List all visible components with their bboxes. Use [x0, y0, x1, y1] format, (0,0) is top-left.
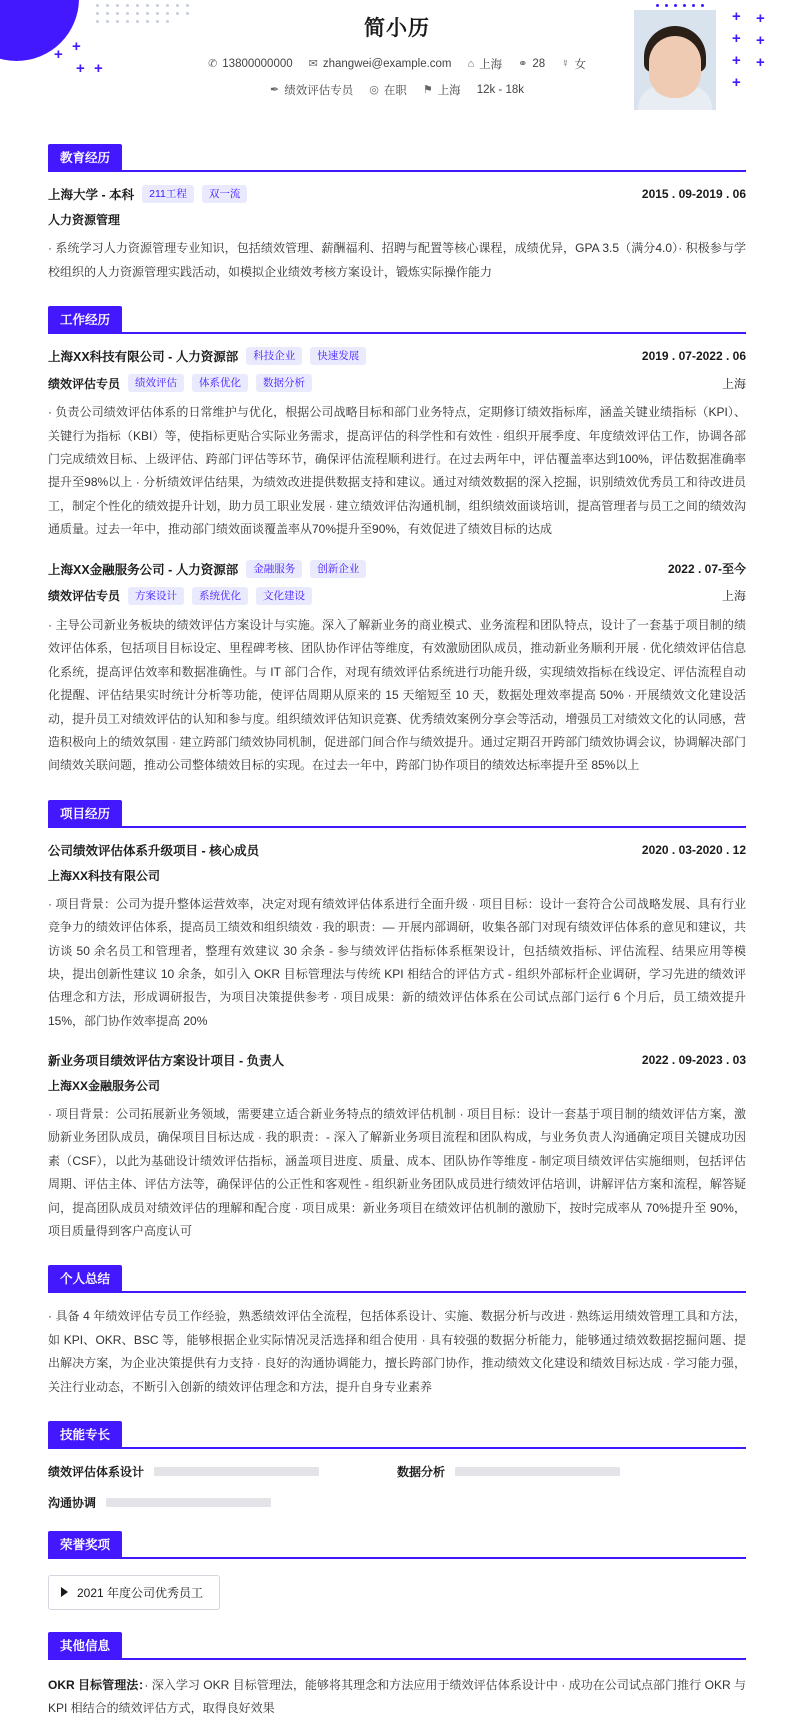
skill-label: 数据分析: [397, 1464, 446, 1479]
project-date: 2022 . 09-2023 . 03: [641, 1053, 746, 1068]
work-tag: 金融服务: [246, 560, 302, 578]
education-item: [48, 185, 746, 284]
project-item: [48, 841, 746, 1033]
location-icon: ⌂: [467, 57, 475, 70]
play-triangle-icon: [61, 1587, 68, 1597]
project-row: [48, 1051, 746, 1069]
education-desc: · 系统学习人力资源管理专业知识，包括绩效管理、薪酬福利、招聘与配置等核心课程，成绩优异，GPA 3.5（满分4.0）· 积极参与学校组织的人力资源管理实践活动，如模拟企业绩效考核方案设计，锻炼实际操作能力: [48, 241, 746, 279]
contact-phone: [208, 58, 293, 70]
skill-bar: [455, 1467, 620, 1476]
contact-email-text: zhangwei@example.com: [322, 58, 452, 70]
other-text: · 深入学习 OKR 目标管理法，能够将其理念和方法应用于绩效评估体系设计中 · 成功在公司试点部门推行 OKR 与 KPI 相结合的绩效评估方式，取得良好效果: [48, 1677, 746, 1716]
work-desc: · 主导公司新业务板块的绩效评估方案设计与实施。深入了解新业务的商业模式、业务流程和团队特点，设计了一套基于项目制的绩效评估体系，包括项目目标设定、里程碑考核、团队协作评估等维度，有效激励团队成员，推动新业务顺利开展 · 优化绩效评估信息化系统，提高评估效率和数据准确性。与 IT 部门合作，对现有绩效评估系统进行功能升级，实现绩效指标在线设定、评估流程自动化提醒、评估结果实时统计分析等功能，使评估周期从原来的 15 天缩短至 10 天，数据处理效率提高 50% · 开展绩效文化建设活动，提升员工对绩效评估的认知和参与度。组织绩效评估知识竞赛、优秀绩效案例分享会等活动，增强员工对绩效文化的认同感，营造积极向上的绩效氛围 · 建立跨部门绩效协同机制，促进部门间合作与绩效提升。通过定期召开跨部门绩效协调会议，协调解决部门间绩效关联问题，推动公司整体绩效目标的实现。在过去一年中，跨部门协作项目的绩效达标率提升至 85%以上: [48, 617, 746, 773]
contact-email: [309, 58, 452, 70]
work-role-left: [48, 587, 312, 605]
section-education: [0, 144, 794, 284]
meta-salary: [477, 84, 524, 96]
project-desc: · 项目背景：公司为提升整体运营效率，决定对现有绩效评估体系进行全面升级 · 项目目标：设计一套符合公司战略发展、具有行业竞争力的绩效评估体系，提高员工绩效和组织绩效 · 我的职责：— 开展内部调研，收集各部门对现有绩效评估体系的意见和建议，共访谈 50 余名员工和管理者，整理有效建议 30 余条 - 参与绩效评估指标体系框架设计，包括绩效指标、评估流程、结果应用等模块，提出创新性建议 10 余条，如引入 OKR 目标管理法与传统 KPI 相结合的评估方式 - 组织外部标杆企业调研，学习先进的绩效评估理念和方法，形成调研报告，为项目决策提供参考 · 项目成果：新的绩效评估体系在公司试点部门运行 6 个月后，员工绩效提升 15%，部门协作效率提高 20%: [48, 896, 747, 1028]
other-title-wrap: [48, 1632, 746, 1659]
summary-text: · 具备 4 年绩效评估专员工作经验，熟悉绩效评估全流程，包括体系设计、实施、数据分析与改进 · 熟练运用绩效管理工具和方法，如 KPI、OKR、BSC 等，能够根据企业实际情况灵活选择和组合使用 · 具有较强的数据分析能力，能够通过绩效数据挖掘问题、提出解决方案，为企业决策提供有力支持 · 良好的沟通协调能力，擅长跨部门协作，推动绩效文化建设和绩效目标达成 · 学习能力强，关注行业动态，不断引入创新的绩效评估理念和方法，提升自身专业素养: [48, 1309, 746, 1394]
work-row-left: [48, 347, 366, 365]
skill-label: 绩效评估体系设计: [48, 1464, 145, 1479]
skills-title-wrap: [48, 1421, 746, 1448]
work-city: 上海: [721, 376, 746, 391]
work-role-left: [48, 374, 312, 392]
meta-city: [423, 82, 461, 98]
section-title-work: 工作经历: [48, 306, 122, 333]
education-title-wrap: [48, 144, 746, 171]
decorative-blob: [0, 0, 79, 61]
age-icon: ⚭: [518, 57, 528, 70]
work-city: 上海: [721, 589, 746, 604]
honors-title-wrap: [48, 1531, 746, 1558]
meta-job-text: 绩效评估专员: [284, 85, 354, 97]
work-tag: 科技企业: [246, 347, 302, 365]
work-role-tag: 系统优化: [192, 587, 248, 605]
skill-bar: [154, 1467, 319, 1476]
work-row: [48, 347, 746, 365]
work-role-tag: 方案设计: [128, 587, 184, 605]
work-company: 上海XX科技有限公司 - 人力资源部: [48, 350, 239, 365]
resume-header: + + + + + + + + + + + + + + 简小历 ✆ 13800000000 ✉ zhangwei@example.com ⌂ 上海 ⚭ 28 ☿ 女 ✒ 绩效评估专员 ◎ 在职 ⚑ 上海 12k - 18k: [0, 0, 794, 122]
project-date: 2020 . 03-2020 . 12: [641, 842, 746, 857]
skills-list: [48, 1463, 746, 1525]
work-tag: 创新企业: [310, 560, 366, 578]
city-icon: ⚑: [422, 83, 433, 96]
skill-item: [48, 1463, 397, 1480]
honor-item[interactable]: [48, 1575, 220, 1610]
contact-gender: [561, 56, 586, 72]
section-title-education: 教育经历: [48, 144, 122, 171]
work-title-wrap: [48, 306, 746, 333]
work-row-left: [48, 560, 366, 578]
contact-location: [468, 56, 503, 72]
project-company: 上海XX科技有限公司: [48, 868, 161, 883]
phone-icon: ✆: [208, 57, 218, 70]
work-role-tag: 体系优化: [192, 374, 248, 392]
education-major: 人力资源管理: [48, 213, 121, 228]
other-label: OKR 目标管理法：: [48, 1677, 145, 1692]
work-tag: 快速发展: [310, 347, 366, 365]
work-role: 绩效评估专员: [48, 589, 121, 604]
contact-location-text: 上海: [479, 59, 503, 71]
job-icon: ✒: [269, 83, 280, 96]
work-date: 2022 . 07-至今: [667, 562, 746, 577]
section-other: [0, 1632, 794, 1721]
education-row: [48, 185, 746, 203]
section-title-summary: 个人总结: [48, 1265, 122, 1292]
project-desc: · 项目背景：公司拓展新业务领域，需要建立适合新业务特点的绩效评估机制 · 项目目标：设计一套基于项目制的绩效评估方案，激励新业务团队成员，确保项目目标达成 · 我的职责：- 深入了解新业务项目流程和团队构成，与业务负责人沟通确定项目关键成功因素（CSF），以此为基础设计绩效评估指标，涵盖项目进度、质量、成本、团队协作等维度 - 制定项目绩效评估实施细则，包括评估周期、评估主体、评估方法等，确保评估的公正性和客观性 - 组织新业务团队成员进行绩效评估培训，讲解评估方案和流程，解答疑问，提高团队成员对绩效评估的理解和配合度 · 项目成果：新业务项目在绩效评估机制的激励下，按时完成率从 70%提升至 90%，项目质量得到客户高度认可: [48, 1107, 746, 1239]
contact-gender-text: 女: [574, 59, 586, 71]
section-title-skills: 技能专长: [48, 1421, 122, 1448]
work-role-row: [48, 587, 746, 605]
section-title-other: 其他信息: [48, 1632, 122, 1659]
meta-city-text: 上海: [437, 85, 461, 97]
meta-status-text: 在职: [383, 85, 407, 97]
education-tag: 双一流: [202, 185, 248, 203]
meta-job: [270, 82, 353, 98]
skill-bar: [106, 1498, 271, 1507]
project-name: 公司绩效评估体系升级项目 - 核心成员: [48, 843, 260, 858]
page-title: 简小历: [364, 17, 430, 40]
section-summary: [0, 1265, 794, 1399]
work-role-tag: 绩效评估: [128, 374, 184, 392]
status-icon: ◎: [369, 83, 379, 96]
work-date: 2019 . 07-2022 . 06: [641, 349, 746, 364]
meta-status: [369, 82, 407, 98]
work-desc: · 负责公司绩效评估体系的日常维护与优化，根据公司战略目标和部门业务特点，定期修订绩效指标库，涵盖关键业绩指标（KPI）、关键行为指标（KBI）等，使指标更贴合实际业务需求，提高评估的科学性和有效性 · 组织开展季度、年度绩效评估工作，协调各部门完成绩效目标、上级评估、跨部门评估等环节，确保评估流程顺利进行。在过去两年中，评估覆盖率达到100%，评估数据准确率提升至98%以上 · 分析绩效评估结果，为绩效改进提供数据支持和建议。通过对绩效数据的深入挖掘，识别绩效优秀员工和待改进员工，制定个性化的绩效提升计划，助力员工职业发展 · 建立绩效评估沟通机制，组织绩效面谈培训，提高管理者与员工之间的绩效沟通质量。过去一年中，推动部门绩效面谈覆盖率从70%提升至90%，有效促进了绩效目标的达成: [48, 405, 746, 537]
work-role-tag: 文化建设: [256, 587, 312, 605]
section-title-projects: 项目经历: [48, 800, 122, 827]
project-company: 上海XX金融服务公司: [48, 1079, 161, 1094]
section-skills: [0, 1421, 794, 1525]
section-work: [0, 306, 794, 778]
projects-title-wrap: [48, 800, 746, 827]
skill-item: [48, 1494, 397, 1511]
section-title-honors: 荣誉奖项: [48, 1531, 122, 1558]
avatar: [634, 10, 716, 110]
work-item: [48, 560, 746, 778]
work-company: 上海XX金融服务公司 - 人力资源部: [48, 562, 239, 577]
contact-age-text: 28: [532, 58, 546, 70]
gender-icon: ☿: [561, 57, 570, 70]
project-name: 新业务项目绩效评估方案设计项目 - 负责人: [48, 1054, 285, 1069]
project-row: [48, 841, 746, 859]
contact-phone-text: 13800000000: [222, 58, 293, 70]
decorative-dots-left: [96, 4, 206, 30]
education-row-left: [48, 185, 247, 203]
education-school: 上海大学 - 本科: [48, 188, 135, 203]
work-item: [48, 347, 746, 542]
work-role: 绩效评估专员: [48, 376, 121, 391]
work-row: [48, 560, 746, 578]
other-content: [48, 1674, 746, 1721]
mail-icon: ✉: [308, 57, 318, 70]
education-date: 2015 . 09-2019 . 06: [641, 187, 746, 202]
section-projects: [0, 800, 794, 1244]
education-tag: 211工程: [142, 185, 194, 203]
skill-item: [397, 1463, 746, 1480]
project-item: [48, 1051, 746, 1243]
summary-title-wrap: [48, 1265, 746, 1292]
contact-age: [518, 58, 545, 70]
work-role-row: [48, 374, 746, 392]
work-role-tag: 数据分析: [256, 374, 312, 392]
skill-label: 沟通协调: [48, 1495, 97, 1510]
section-honors: [0, 1531, 794, 1610]
meta-salary-text: 12k - 18k: [476, 84, 524, 96]
honor-label: 2021 年度公司优秀员工: [77, 1585, 204, 1600]
